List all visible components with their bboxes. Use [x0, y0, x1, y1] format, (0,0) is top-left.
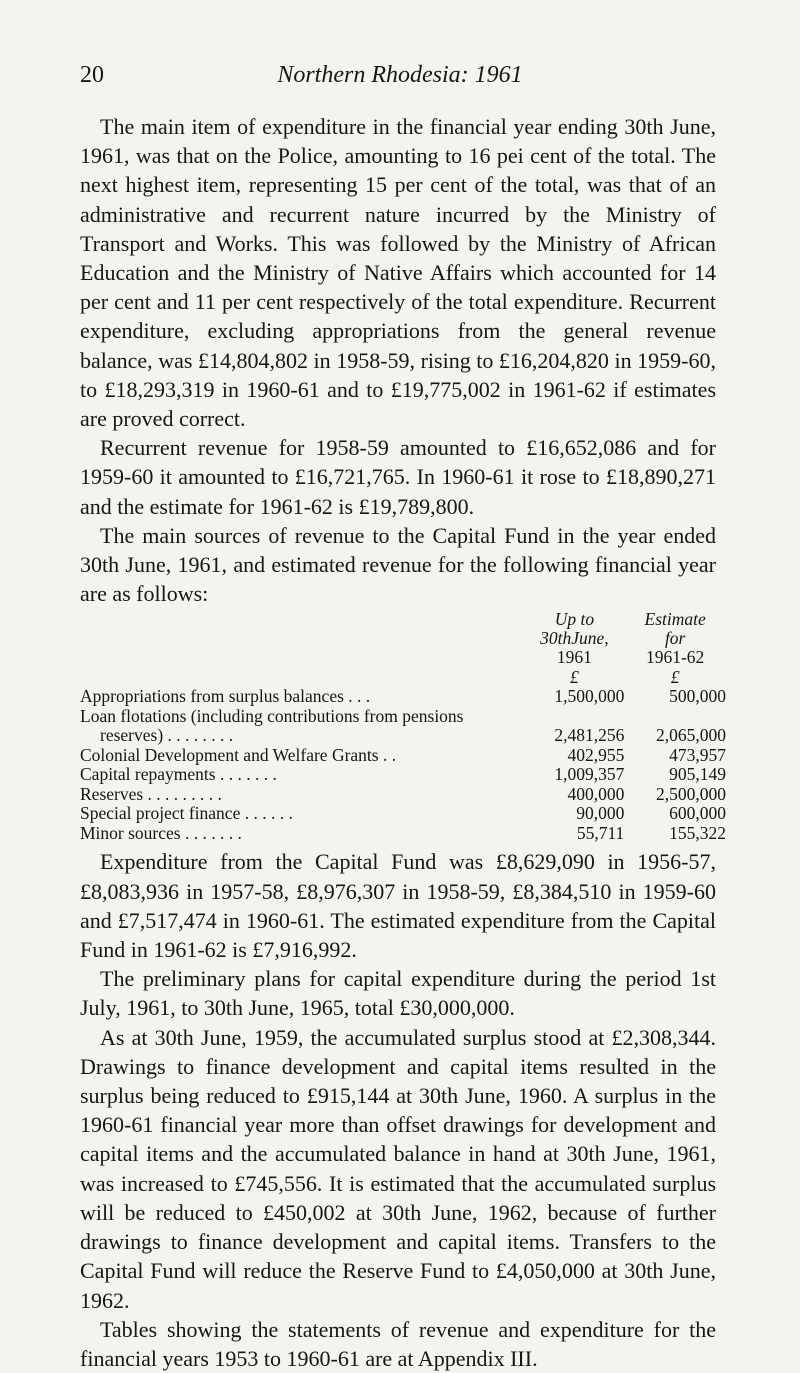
capital-fund-revenue-table — [80, 610, 726, 843]
row-label: Minor sources . . . . . . . — [80, 822, 242, 843]
row-value-actual: 2,481,256 — [554, 725, 625, 746]
row-value-estimate: 600,000 — [669, 803, 726, 824]
col-header-year-1961-62: 1961-62 — [645, 647, 705, 668]
paragraph-preliminary-plans: The preliminary plans for capital expenditure during the period 1st July, 1961, to 30th June, 1965, total £30,000,000. — [80, 966, 716, 1021]
row-value-actual: 400,000 — [567, 783, 625, 804]
paragraph-appendix-reference: Tables showing the statements of revenue and expenditure for the financial years 1953 to 1960-61 are at Appendix III. — [80, 1316, 716, 1371]
table-row — [80, 765, 726, 785]
row-value-estimate: 500,000 — [669, 686, 726, 707]
paragraph-recurrent-revenue: Recurrent revenue for 1958-59 amounted to £16,652,086 and for 1959-60 it amounted to £16,721,765. In 1960-61 it rose to £18,890,271 and the estimate for 1961-62 is £19,789,800. — [80, 435, 716, 519]
unit-pound-col1: £ — [570, 666, 579, 687]
col-header-year-1961: 1961 — [556, 647, 592, 668]
row-value-actual: 1,500,000 — [554, 686, 625, 707]
row-label: Reserves . . . . . . . . . — [80, 783, 222, 804]
table-row — [80, 726, 726, 746]
page-header — [80, 62, 720, 92]
table-header-row-2 — [80, 629, 726, 648]
table-row — [80, 707, 726, 727]
row-value-actual: 1,009,357 — [554, 764, 625, 785]
col-header-up-to: Up to — [554, 609, 595, 630]
running-title: Northern Rhodesia: 1961 — [277, 62, 523, 88]
table-row — [80, 687, 726, 707]
row-value-estimate: 473,957 — [669, 744, 726, 765]
table-header-row-1 — [80, 610, 726, 629]
table-row — [80, 804, 726, 824]
unit-pound-col2: £ — [670, 666, 680, 687]
row-value-estimate: 905,149 — [669, 764, 726, 785]
row-label: Special project finance . . . . . . — [80, 803, 293, 824]
col-header-date: 30thJune, — [540, 628, 609, 649]
row-label: Loan flotations (including contributions from pensions — [80, 705, 464, 726]
row-label: reserves) . . . . . . . . — [100, 725, 234, 746]
table-header-row-3 — [80, 648, 726, 668]
row-value-actual: 55,711 — [576, 822, 625, 843]
table-row — [80, 785, 726, 805]
row-value-estimate: 2,065,000 — [656, 725, 726, 746]
row-value-estimate: 155,322 — [669, 822, 726, 843]
table-unit-row — [80, 668, 726, 688]
row-value-estimate: 2,500,000 — [656, 783, 726, 804]
row-label: Capital repayments . . . . . . . — [80, 764, 277, 785]
row-value-actual: 90,000 — [576, 803, 625, 824]
col-header-estimate: Estimate — [644, 609, 706, 630]
paragraph-police-expenditure: The main item of expenditure in the financial year ending 30th June, 1961, was that on the Police, amounting to 16 pei cent of the total. The next highest item, representing 15 per cent of the total, was that of an administrative and recurrent nature incurred by the Ministry of Transport and Works. This was followed by the Ministry of African Education and the Ministry of Native Affairs which accounted for 14 per cent and 11 per cent respectively of the total expenditure. Recurrent expenditure, excluding appropriations from the general revenue balance, was £14,804,802 in 1958-59, rising to £16,204,820 in 1959-60, to £18,293,319 in 1960-61 and to £19,775,002 in 1961-62 if estimates are proved correct. — [80, 114, 716, 432]
row-label: Appropriations from surplus balances . . . — [80, 686, 371, 707]
row-label: Colonial Development and Welfare Grants . . — [80, 744, 397, 765]
col-header-for: for — [664, 628, 686, 649]
page-number: 20 — [80, 62, 104, 88]
paragraph-capital-fund-sources: The main sources of revenue to the Capital Fund in the year ended 30th June, 1961, and estimated revenue for the following financial year are as follows: — [80, 522, 716, 607]
row-value-actual: 402,955 — [567, 744, 625, 765]
body-text — [80, 112, 726, 1373]
paragraph-capital-expenditure: Expenditure from the Capital Fund was £8,629,090 in 1956-57, £8,083,936 in 1957-58, £8,976,307 in 1958-59, £8,384,510 in 1959-60 and £7,517,474 in 1960-61. The estimated expenditure from the Capital Fund in 1961-62 is £7,916,992. — [80, 849, 716, 963]
table-row — [80, 746, 726, 766]
paragraph-accumulated-surplus: As at 30th June, 1959, the accumulated surplus stood at £2,308,344. Drawings to finance development and capital items resulted in the surplus being reduced to £915,144 at 30th June, 1960. A surplus in the 1960-61 financial year more than offset drawings for development and capital items and the accumulated balance in hand at 30th June, 1961, was increased to £745,556. It is estimated that the accumulated surplus will be reduced to £450,002 at 30th June, 1962, because of further drawings to finance development and capital items. Transfers to the Capital Fund will reduce the Reserve Fund to £4,050,000 at 30th June, 1962. — [80, 1024, 716, 1313]
table-row — [80, 824, 726, 844]
